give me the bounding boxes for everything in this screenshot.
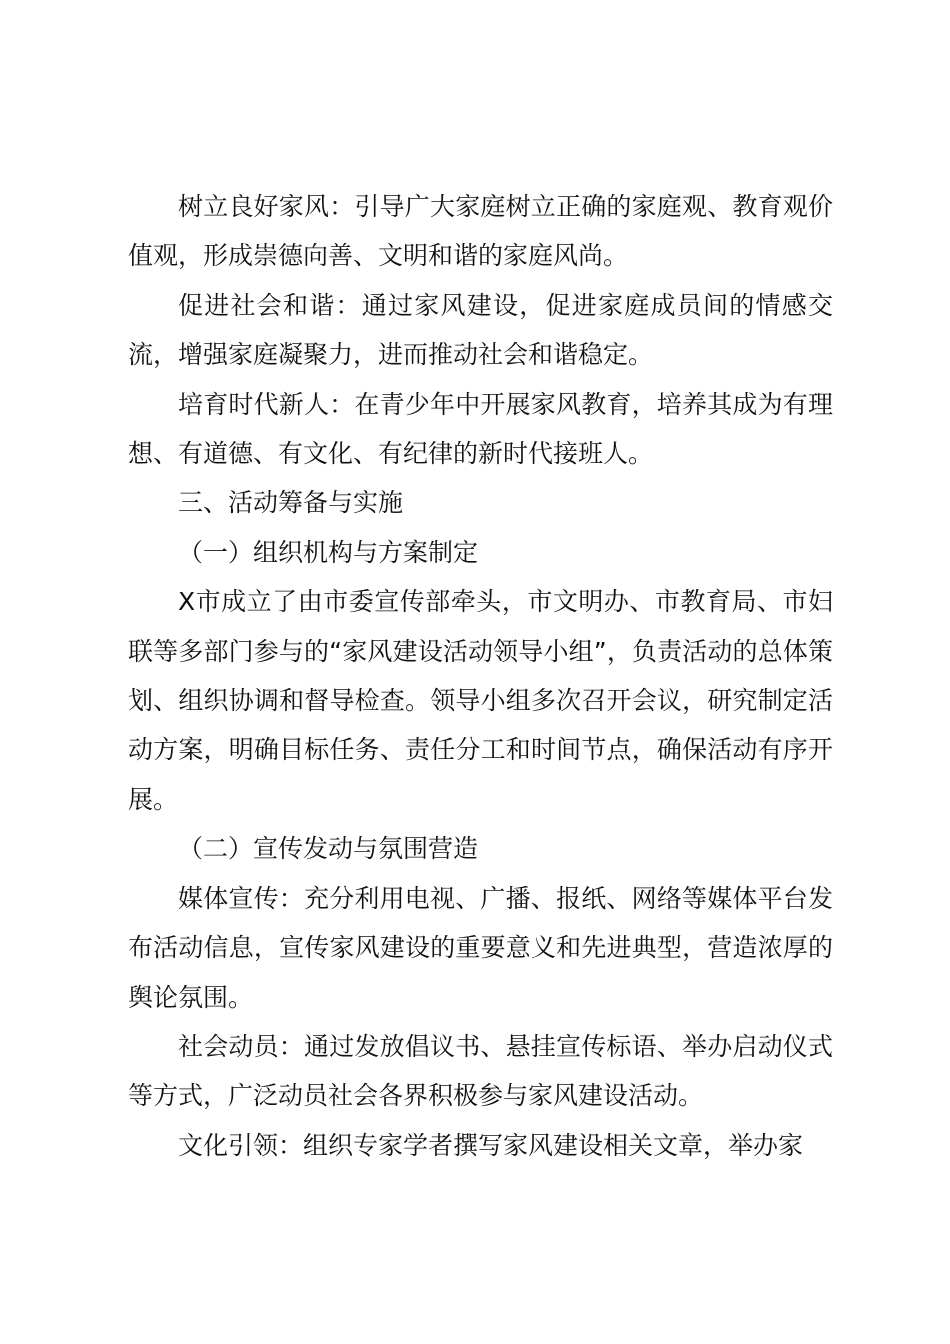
- paragraph-promote-social-harmony: 促进社会和谐：通过家风建设，促进家庭成员间的情感交流，增强家庭凝聚力，进而推动社会和谐稳定。: [128, 290, 833, 370]
- paragraph-leading-group: X市成立了由市委宣传部牵头，市文明办、市教育局、市妇联等多部门参与的“家风建设活动领导小组”，负责活动的总体策划、组织协调和督导检查。领导小组多次召开会议，研究制定活动方案，明确目标任务、责任分工和时间节点，确保活动有序开展。: [128, 587, 833, 814]
- paragraph-cultural-guidance: 文化引领：组织专家学者撰写家风建设相关文章，举办家: [178, 1130, 804, 1160]
- paragraph-establish-family-tradition: 树立良好家风：引导广大家庭树立正确的家庭观、教育观价值观，形成崇德向善、文明和谐的家庭风尚。: [128, 192, 833, 271]
- paragraph-cultivate-new-people: 培育时代新人：在青少年中开展家风教育，培养其成为有理想、有道德、有文化、有纪律的新时代接班人。: [128, 389, 833, 469]
- subheading-publicity: （二）宣传发动与氛围营造: [178, 834, 479, 864]
- document-body: [128, 182, 833, 1170]
- paragraph-social-mobilization: 社会动员：通过发放倡议书、悬挂宣传标语、举办启动仪式等方式，广泛动员社会各界积极参与家风建设活动。: [128, 1031, 833, 1111]
- paragraph-media-publicity: 媒体宣传：充分利用电视、广播、报纸、网络等媒体平台发布活动信息，宣传家风建设的重要意义和先进典型，营造浓厚的舆论氛围。: [128, 883, 833, 1012]
- section-heading-preparation: 三、活动筹备与实施: [178, 488, 404, 518]
- subheading-organization: （一）组织机构与方案制定: [178, 537, 479, 567]
